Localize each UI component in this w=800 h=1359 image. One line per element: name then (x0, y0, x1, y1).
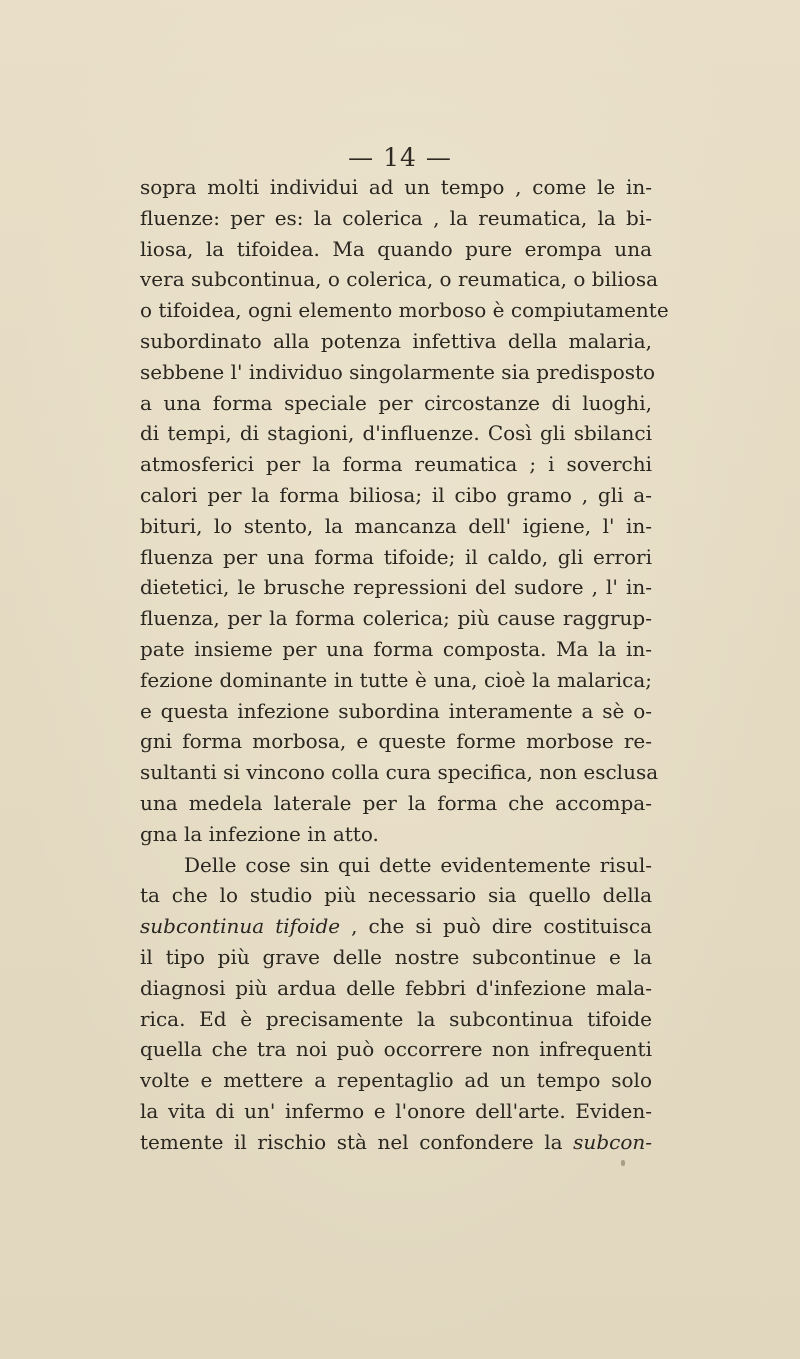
text-line: sebbene l' individuo singolarmente sia predisposto (140, 359, 656, 384)
text-line: o tifoidea, ogni elemento morboso è compiutamente (140, 298, 669, 323)
italic-term: subcon- (573, 1129, 652, 1154)
text-line: liosa, la tifoidea. Ma quando pure erompa una (140, 236, 652, 261)
text-line: sopra molti individui ad un tempo , come le in- (140, 175, 652, 199)
text-fragment: temente il rischio stà nel confondere la (140, 1129, 574, 1154)
text-line: a una forma speciale per circostanze di luoghi, (140, 390, 652, 415)
page-number: — 14 — (348, 143, 452, 172)
text-line: quella che tra noi può occorrere non infrequenti (140, 1037, 652, 1062)
text-line: vera subcontinua, o colerica, o reumatica, o biliosa (140, 267, 659, 292)
text-line (140, 911, 652, 942)
text-line: Delle cose sin qui dette evidentemente risul- (184, 852, 652, 877)
text-line: fezione dominante in tutte è una, cioè la malarica; (140, 667, 652, 692)
text-fragment: , che si può dire costituisca (340, 914, 652, 939)
ink-smudge (621, 1160, 625, 1166)
text-line: di tempi, di stagioni, d'influenze. Così gli sbilanci (140, 421, 652, 446)
text-line: atmosferici per la forma reumatica ; i soverchi (140, 452, 652, 477)
text-line: una medela laterale per la forma che accompa- (140, 790, 652, 815)
text-line: volte e mettere a repentaglio ad un tempo solo (140, 1068, 652, 1093)
text-line (140, 1127, 652, 1158)
text-line: sultanti si vincono colla cura specifica, non esclusa (140, 760, 659, 785)
text-line: bituri, lo stento, la mancanza dell' igiene, l' in- (140, 513, 652, 538)
text-line: ta che lo studio più necessario sia quello della (140, 883, 652, 908)
text-line: e questa infezione subordina interamente a sè o- (140, 698, 652, 723)
text-line: il tipo più grave delle nostre subcontinue e la (140, 944, 652, 969)
italic-term: subcontinua tifoide (140, 914, 341, 939)
text-line: fluenze: per es: la colerica , la reumatica, la bi- (140, 205, 652, 230)
text-line: gna la infezione in atto. (140, 821, 379, 846)
text-line: diagnosi più ardua delle febbri d'infezione mala- (140, 975, 652, 1000)
text-line: calori per la forma biliosa; il cibo gramo , gli a- (140, 482, 652, 507)
text-line: subordinato alla potenza infettiva della malaria, (140, 328, 652, 353)
text-line: pate insieme per una forma composta. Ma la in- (140, 636, 652, 661)
text-line: fluenza per una forma tifoide; il caldo, gli errori (140, 544, 652, 569)
text-line: gni forma morbosa, e queste forme morbose re- (140, 729, 652, 754)
text-line: dietetici, le brusche repressioni del sudore , l' in- (140, 575, 652, 600)
text-line: la vita di un' infermo e l'onore dell'arte. Eviden- (140, 1098, 652, 1123)
body-text (140, 172, 669, 1158)
text-line: rica. Ed è precisamente la subcontinua tifoide (140, 1006, 652, 1031)
text-line: fluenza, per la forma colerica; più cause raggrup- (140, 606, 652, 631)
